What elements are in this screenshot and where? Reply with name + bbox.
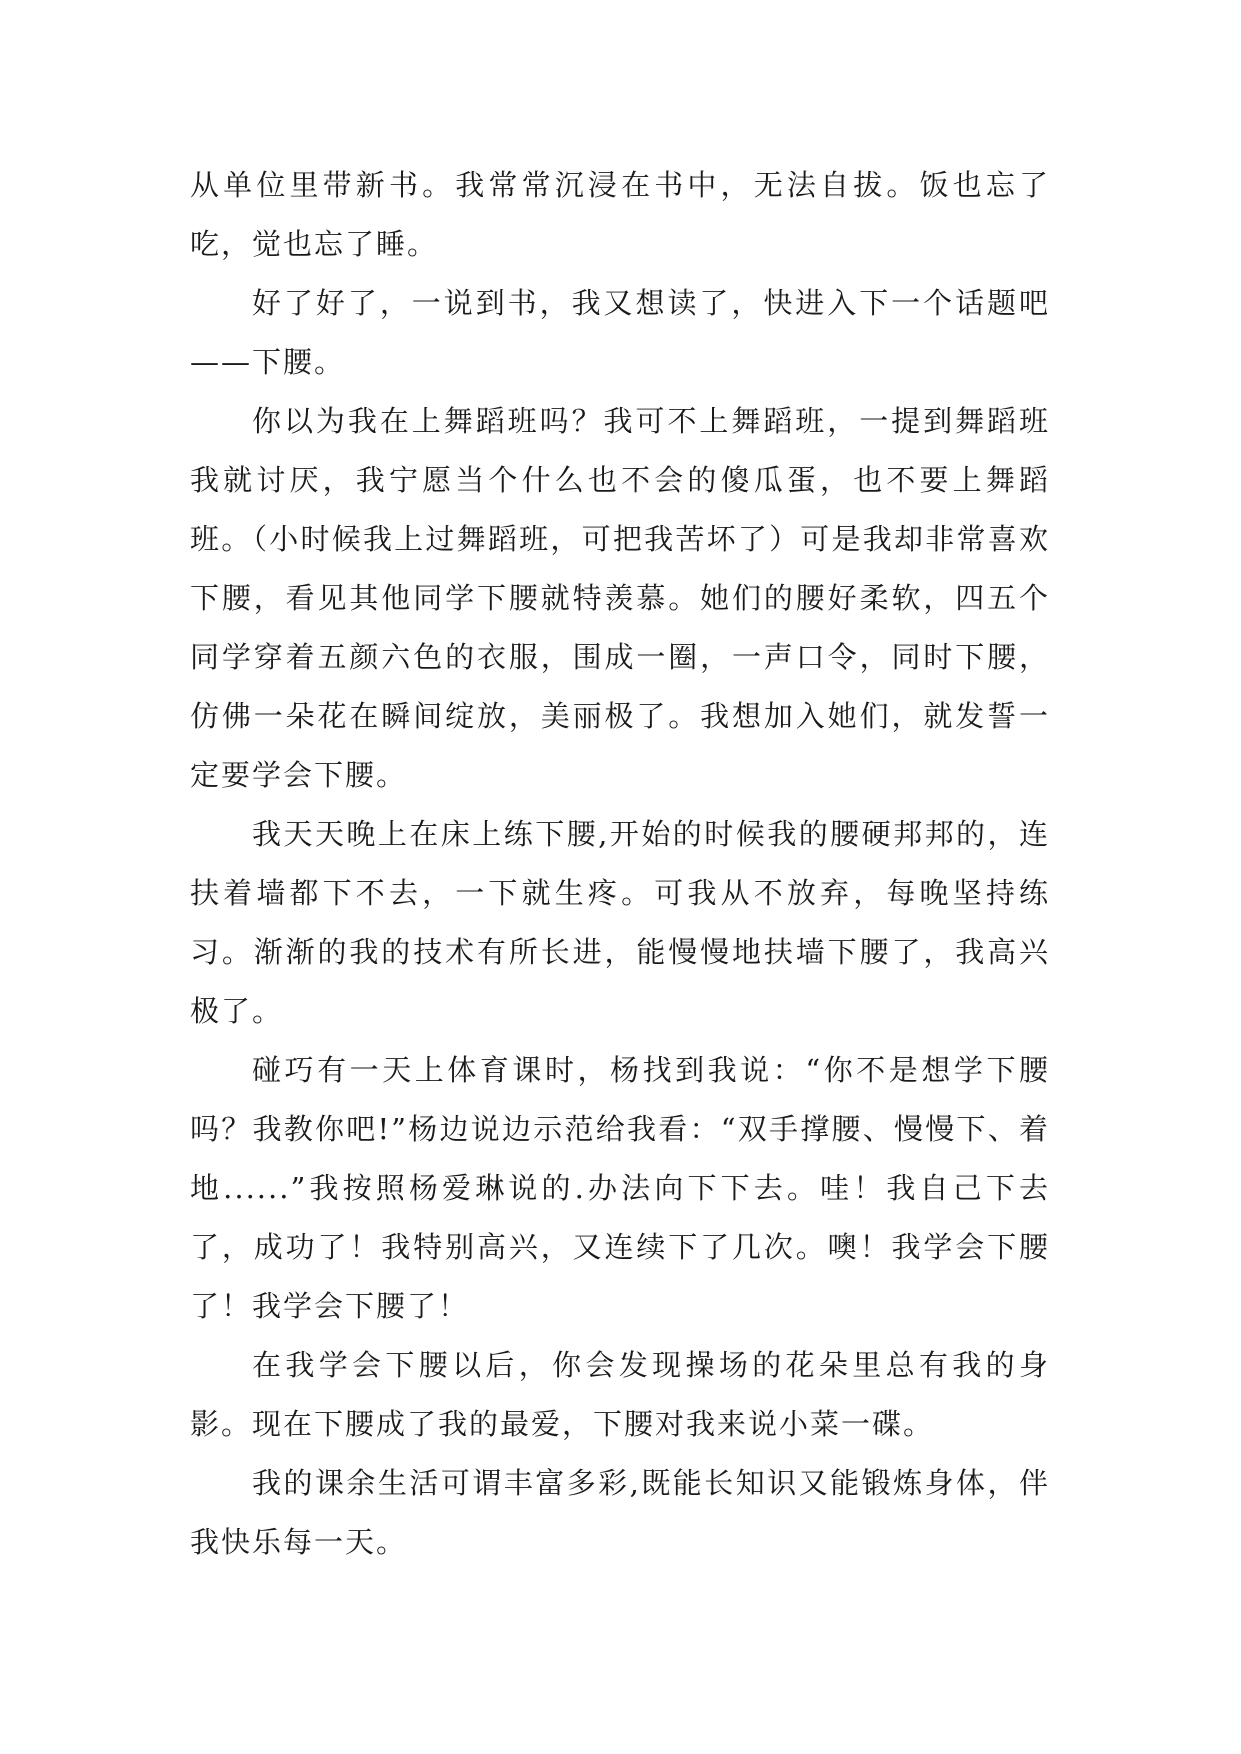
document-body: [190, 156, 1050, 1572]
paragraph-7: 我的课余生活可谓丰富多彩,既能长知识又能锻炼身体，伴我快乐每一天。: [190, 1466, 1050, 1559]
paragraph-2: 好了好了，一说到书，我又想读了，快进入下一个话题吧——下腰。: [190, 286, 1050, 379]
paragraph-4: 我天天晚上在床上练下腰,开始的时候我的腰硬邦邦的，连扶着墙都下不去，一下就生疼。可我从不放弃，每晚坚持练习。渐渐的我的技术有所长进，能慢慢地扶墙下腰了，我高兴极了。: [190, 817, 1050, 1028]
paragraph-6: 在我学会下腰以后，你会发现操场的花朵里总有我的身影。现在下腰成了我的最爱，下腰对我来说小菜一碟。: [190, 1348, 1050, 1441]
paragraph-3: 你以为我在上舞蹈班吗？我可不上舞蹈班，一提到舞蹈班我就讨厌，我宁愿当个什么也不会的傻瓜蛋，也不要上舞蹈班。（小时候我上过舞蹈班，可把我苦坏了）可是我却非常喜欢下腰，看见其他同学下腰就特羡慕。她们的腰好柔软，四五个同学穿着五颜六色的衣服，围成一圈，一声口令，同时下腰，仿佛一朵花在瞬间绽放，美丽极了。我想加入她们，就发誓一定要学会下腰。: [190, 404, 1050, 792]
paragraph-1: 从单位里带新书。我常常沉浸在书中，无法自拔。饭也忘了吃，觉也忘了睡。: [190, 168, 1050, 261]
paragraph-5: 碰巧有一天上体育课时，杨找到我说：“你不是想学下腰吗？我教你吧!”杨边说边示范给我看：“双手撑腰、慢慢下、着地......”我按照杨爱琳说的.办法向下下去。哇！我自己下去了，成功了！我特别高兴，又连续下了几次。噢！我学会下腰了！我学会下腰了！: [190, 1053, 1050, 1323]
